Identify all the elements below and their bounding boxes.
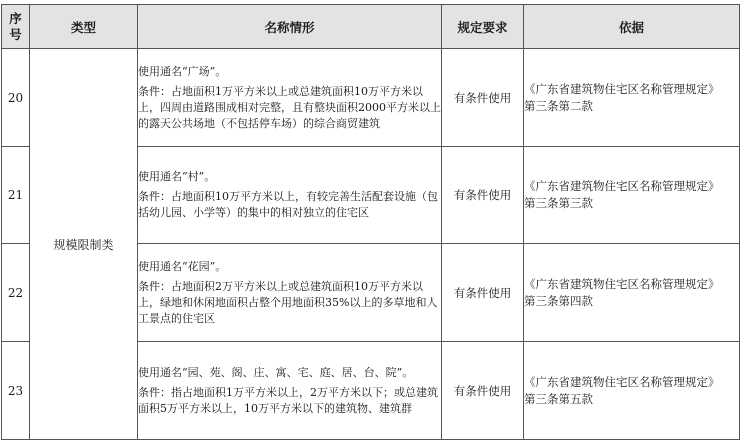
- basis-line2: 第三条第二款: [524, 98, 593, 113]
- requirement-cell: 有条件使用: [442, 244, 524, 342]
- header-no-line2: 号: [9, 26, 22, 42]
- header-basis: 依据: [524, 5, 740, 49]
- condition-text: 条件：占地面积1万平方米以上或总建筑面积10万平方米以上，四周由道路围成相对完整，且有整块面积2000平方米以上的露天公共场地（不包括停车场）的综合商贸建筑: [138, 84, 441, 130]
- condition-text: 条件：指占地面积1万平方米以上，2万平方米以下；或总建筑面积5万平方米以上，10万平方米以下的建筑物、建筑群: [138, 385, 438, 415]
- basis-line2: 第三条第三款: [524, 196, 593, 210]
- name-line: 使用通名“村”。: [138, 170, 216, 183]
- requirement-cell: 有条件使用: [442, 147, 524, 244]
- basis-line1: 《广东省建筑物住宅区名称管理规定》: [524, 374, 720, 389]
- basis-cell: [524, 342, 740, 440]
- type-cell: 规模限制类: [30, 49, 138, 440]
- row-number: 22: [2, 244, 30, 342]
- row-number: 20: [2, 49, 30, 147]
- header-type: 类型: [30, 5, 138, 49]
- name-line: 使用通名“园、苑、阁、庄、寓、宅、庭、居、台、院”。: [138, 365, 414, 379]
- basis-line2: 第三条第四款: [524, 293, 593, 308]
- requirement-cell: 有条件使用: [442, 342, 524, 440]
- header-no-line1: 序: [9, 10, 22, 26]
- row-number: 23: [2, 342, 30, 440]
- name-line: 使用通名“花园”。: [138, 259, 227, 273]
- name-cell: [138, 147, 442, 244]
- regulation-table: [1, 4, 740, 440]
- basis-line1: 《广东省建筑物住宅区名称管理规定》: [524, 179, 720, 193]
- basis-cell: [524, 147, 740, 244]
- name-line: 使用通名“广场”。: [138, 64, 227, 78]
- condition-text: 条件：占地面积2万平方米以上或总建筑面积10万平方米以上，绿地和休闲地面积占整个用地面积35%以上的多草地和人工景点的住宅区: [138, 279, 438, 325]
- header-requirement: 规定要求: [442, 5, 524, 49]
- name-cell: [138, 342, 442, 440]
- header-name: 名称情形: [138, 5, 442, 49]
- condition-text: 条件：占地面积10万平方米以上，有较完善生活配套设施（包括幼儿园、小学等）的集中的相对独立的住宅区: [138, 190, 438, 219]
- table-row: [2, 49, 740, 147]
- basis-cell: [524, 244, 740, 342]
- basis-line2: 第三条第五款: [524, 391, 593, 406]
- name-cell: [138, 49, 442, 147]
- header-no: [2, 5, 30, 49]
- row-number: 21: [2, 147, 30, 244]
- name-cell: [138, 244, 442, 342]
- requirement-cell: 有条件使用: [442, 49, 524, 147]
- basis-line1: 《广东省建筑物住宅区名称管理规定》: [524, 81, 720, 96]
- basis-cell: [524, 49, 740, 147]
- header-row: [2, 5, 740, 49]
- basis-line1: 《广东省建筑物住宅区名称管理规定》: [524, 276, 720, 291]
